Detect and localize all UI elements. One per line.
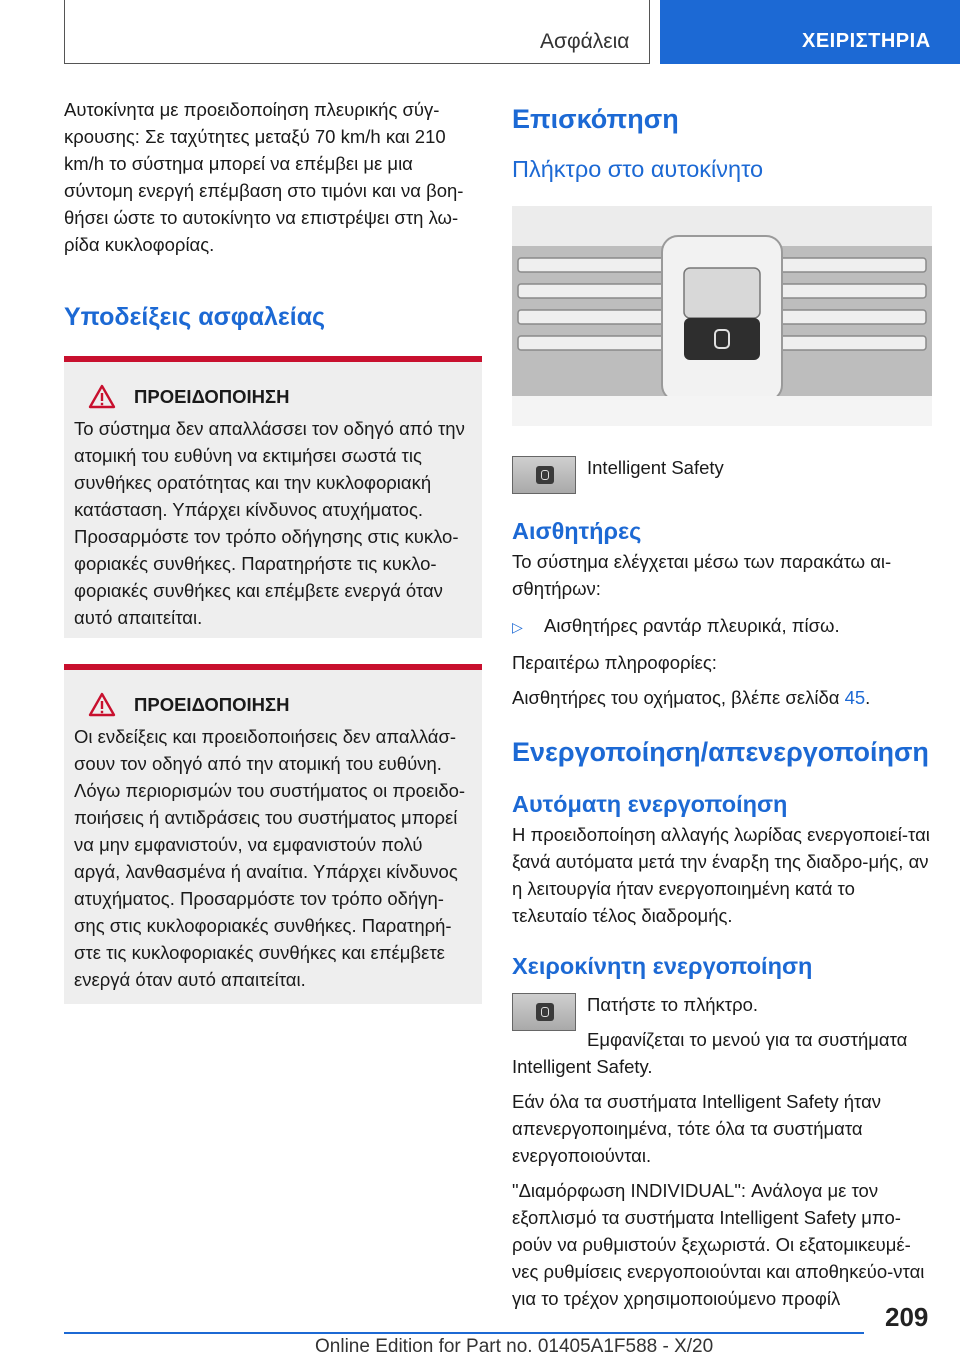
press-button-row <box>512 993 932 1053</box>
press-button-text: Πατήστε το πλήκτρο. <box>587 994 759 1015</box>
bullet-triangle-icon: ▷ <box>512 619 523 635</box>
button-caption-row <box>512 456 932 494</box>
warning-text-2: Οι ενδείξεις και προειδοποιήσεις δεν απαλλάσ-σουν τον οδηγό από την ατομική του ευθύνη. Λόγω περιορισμών του συστήματος οι προειδο-ποιήσεις ή αντιδράσεις του συστήματος μπορεί να μην εμφανιστούν, να εμφανιστούν πολύ αργά, λανθασμένα ή αναίτια. Υπάρχει κίνδυνος ατυχήματος. Προσαρμόστε τον τρόπο οδήγη-σης στις κυκλοφοριακές συνθήκες. Παρατηρή-στε τις κυκλοφοριακές συνθήκες και επέμβετε ενεργά όταν αυτό απαιτείται. <box>74 726 466 990</box>
more-info-label: Περαιτέρω πληροφορίες: <box>512 652 717 673</box>
warning-title-2: ΠΡΟΕΙΔΟΠΟΙΗΣΗ <box>88 692 472 717</box>
intelligent-safety-button-icon <box>512 456 576 494</box>
warning-text-1: Το σύστημα δεν απαλλάσσει τον οδηγό από την ατομική του ευθύνη να εκτιμήσει σωστά τις συνθήκες ορατότητας και την κυκλοφοριακή κατάσταση. Υπάρχει κίνδυνος ατυχήματος. Προσαρμόστε τον τρόπο οδήγησης στις κυκλο-φοριακές συνθήκες. Παρατηρήστε τις κυκλο-φοριακές συνθήκες και επέμβετε ενεργά όταν αυτό απαιτείται. <box>74 418 465 628</box>
warning-title-1: ΠΡΟΕΙΔΟΠΟΙΗΣΗ <box>88 384 472 409</box>
button-photo <box>512 206 932 426</box>
sensors-text: Το σύστημα ελέγχεται μέσω των παρακάτω αι-σθητήρων: <box>512 551 892 599</box>
overview-heading: Επισκόπηση <box>512 104 679 134</box>
menu-text-line1: Εμφανίζεται το μενού για τα συστήματα <box>587 1029 908 1050</box>
auto-activation-text: Η προειδοποίηση αλλαγής λωρίδας ενεργοποιεί-ται ξανά αυτόματα μετά την έναρξη της διαδρο-μής, αν η λειτουργία ήταν ενεργοποιημένη κατά το τελευταίο τέλος διαδρομής. <box>512 824 930 926</box>
right-column <box>512 96 932 1312</box>
activation-heading: Ενεργοποίηση/απενεργοποίηση <box>512 737 929 767</box>
sensors-bullet: ▷ Αισθητήρες ραντάρ πλευρικά, πίσω. <box>512 615 840 636</box>
auto-activation-heading: Αυτόματη ενεργοποίηση <box>512 791 788 817</box>
chapter-tab[interactable]: ΧΕΙΡΙΣΤΗΡΙΑ <box>660 0 960 64</box>
button-heading: Πλήκτρο στο αυτοκίνητο <box>512 156 764 182</box>
left-column <box>64 96 482 1004</box>
dashboard-vent-image <box>512 206 932 426</box>
page-link[interactable]: 45 <box>844 687 866 708</box>
footer-divider <box>64 1332 864 1334</box>
warning-triangle-icon <box>88 384 116 409</box>
button-caption: Intelligent Safety <box>587 457 724 478</box>
intro-paragraph: Αυτοκίνητα με προειδοποίηση πλευρικής σύγ-κρουσης: Σε ταχύτητες μεταξύ 70 km/h και 210 km/h το σύστημα μπορεί να επέμβει με μια σύντομη ενεργή επέμβαση στο τιμόνι και να βοη-θήσει ώστε το αυτοκίνητο να επιστρέψει στη λω-ρίδα κυκλοφορίας. <box>64 99 464 255</box>
safety-heading: Υποδείξεις ασφαλείας <box>64 303 326 331</box>
sensors-heading: Αισθητήρες <box>512 518 642 544</box>
menu-text-line2: Intelligent Safety. <box>512 1056 653 1077</box>
warning-box-1 <box>64 356 482 638</box>
warning-triangle-icon <box>88 692 116 717</box>
edition-text: Online Edition for Part no. 01405A1F588 - X/20 <box>315 1336 714 1357</box>
all-off-text: Εάν όλα τα συστήματα Intelligent Safety ήταν απενεργοποιημένα, τότε όλα τα συστήματα ενεργοποιούνται. <box>512 1091 882 1166</box>
manual-activation-heading: Χειροκίνητη ενεργοποίηση <box>512 953 813 979</box>
vehicle-sensors-ref: Αισθητήρες του οχήματος, βλέπε σελίδα 45. <box>512 687 871 708</box>
page-number: 209 <box>885 1302 929 1332</box>
section-name: Ασφάλεια <box>540 30 630 53</box>
intelligent-safety-button-icon <box>512 993 576 1031</box>
individual-text: "Διαμόρφωση INDIVIDUAL": Ανάλογα με τον εξοπλισμό τα συστήματα Intelligent Safety μπο-ρούν να ρυθμιστούν ξεχωριστά. Οι εξατομικευμέ-νες ρυθμίσεις ενεργοποιούνται και αποθηκεύο-νται για το τρέχον χρησιμοποιούμενο προφίλ <box>512 1180 925 1309</box>
warning-box-2 <box>64 664 482 1004</box>
